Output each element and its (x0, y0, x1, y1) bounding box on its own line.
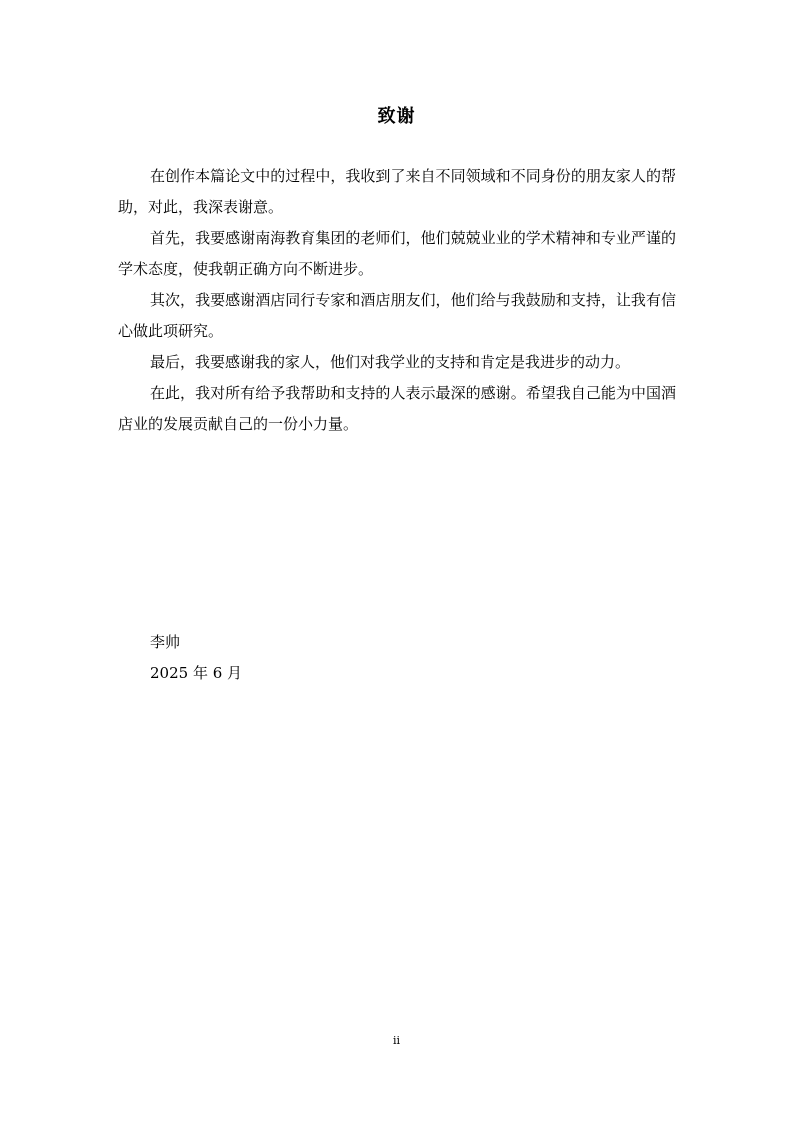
paragraph-family: 最后，我要感谢我的家人，他们对我学业的支持和肯定是我进步的动力。 (150, 353, 631, 371)
paragraph-closing: 在此，我对所有给予我帮助和支持的人表示最深的感谢。希望我自己能为中国酒店业的发展贡献自己的一份小力量。 (118, 384, 676, 433)
signature-date: 2025 年 6 月 (150, 664, 243, 682)
page-title: 致谢 (377, 106, 416, 127)
signature-block (150, 627, 242, 689)
acknowledgement-body (118, 161, 676, 440)
paragraph-colleagues: 其次，我要感谢酒店同行专家和酒店朋友们，他们给与我鼓励和支持，让我有信心做此项研究。 (118, 291, 676, 340)
page-number: ii (392, 1034, 401, 1047)
author-name: 李帅 (150, 633, 181, 651)
paragraph-teachers: 首先，我要感谢南海教育集团的老师们，他们兢兢业业的学术精神和专业严谨的学术态度，使我朝正确方向不断进步。 (118, 229, 676, 278)
paragraph-intro: 在创作本篇论文中的过程中，我收到了来自不同领域和不同身份的朋友家人的帮助，对此，我深表谢意。 (118, 167, 676, 216)
